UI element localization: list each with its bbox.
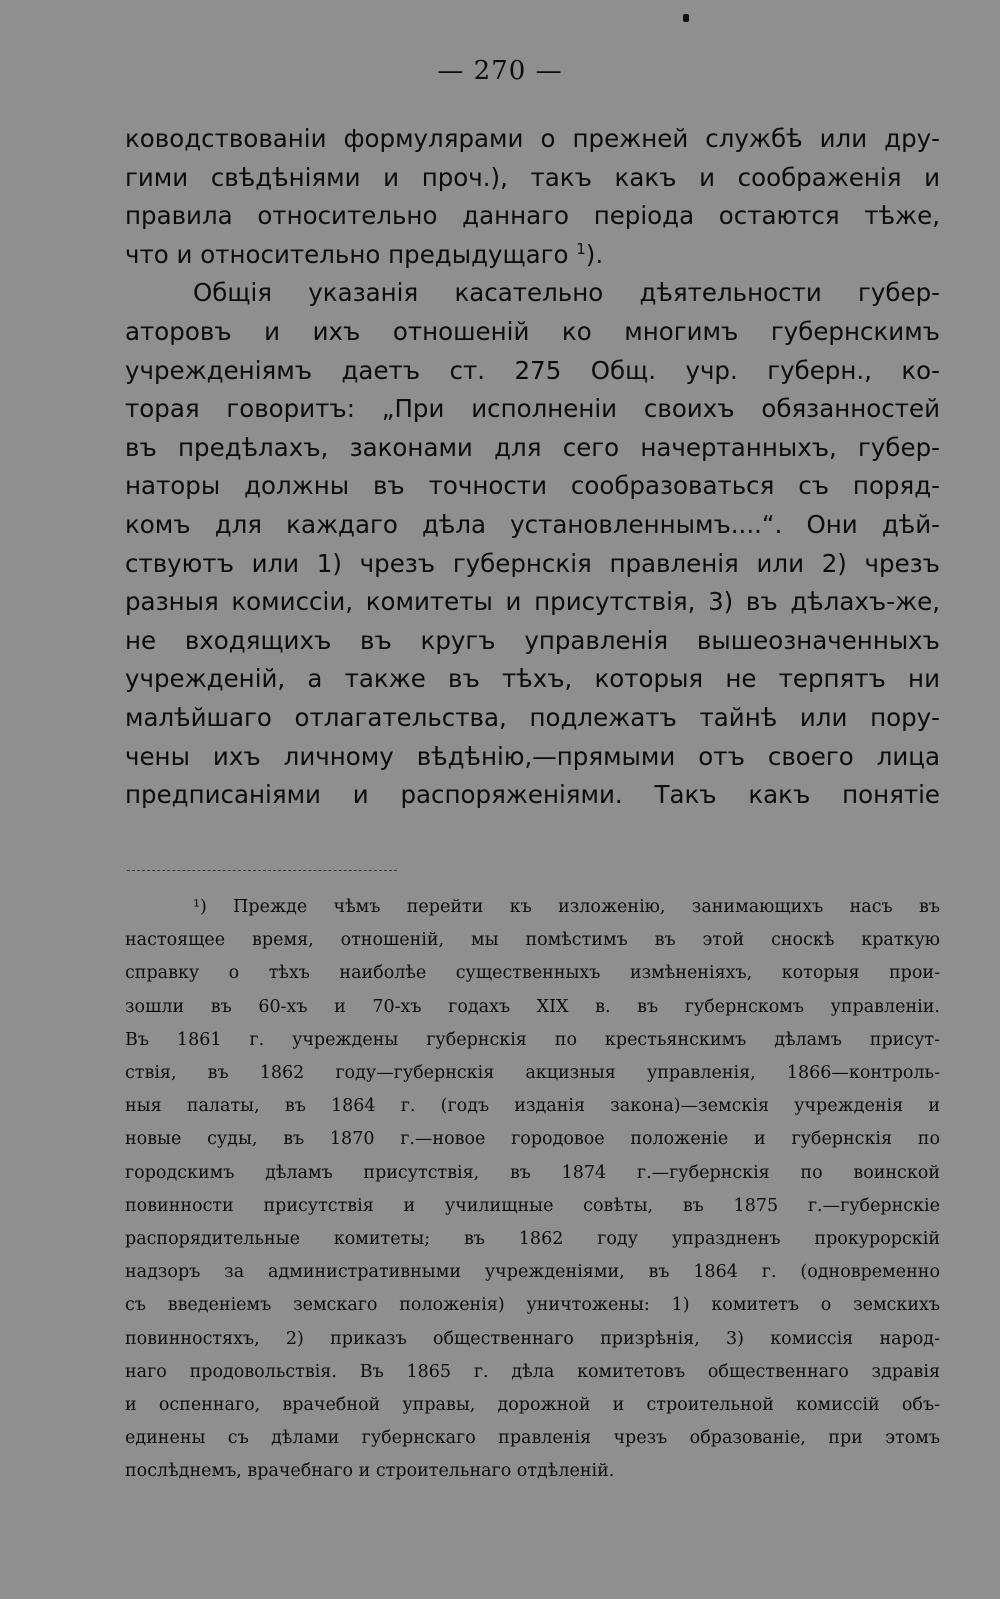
text-line: комъ для каждаго дѣла установленнымъ....“. Они дѣй- [125, 509, 940, 539]
text-line [125, 236, 940, 275]
footnote-line: наго продовольствія. Въ 1865 г. дѣла комитетовъ общественнаго здравія [125, 1361, 940, 1382]
text-line: правила относительно даннаго періода остаются тѣже, [125, 201, 940, 231]
page-number: — 270 — [437, 56, 563, 86]
text-line: ководствованіи формулярами о прежней службѣ или дру- [125, 124, 940, 153]
footnote-line: зошли въ 60-хъ и 70-хъ годахъ XIX в. въ губернскомъ управленіи. [125, 996, 940, 1017]
footnote-line: надзоръ за административными учрежденіями, въ 1864 г. (одновременно [125, 1262, 940, 1283]
text-line: чены ихъ личному вѣдѣнію,—прямыми отъ своего лица [125, 741, 940, 771]
footnote [125, 891, 940, 1489]
text-line: разныя комиссіи, комитеты и присутствія, 3) въ дѣлахъ-же, [125, 587, 940, 617]
text-line: наторы должны въ точности сообразоваться съ поряд- [125, 471, 940, 501]
text-line: Общія указанія касательно дѣятельности губер- [193, 278, 940, 308]
text-line: учрежденіямъ даетъ ст. 275 Общ. учр. губерн., ко- [125, 355, 940, 385]
text-line-content: что и относительно предыдущаго [125, 239, 569, 269]
text-line: въ предѣлахъ, законами для сего начертанныхъ, губер- [125, 432, 940, 462]
footnote-line: послѣднемъ, врачебнаго и строительнаго отдѣленій. [125, 1461, 615, 1482]
footnote-line: единены съ дѣлами губернскаго правленія чрезъ образованіе, при этомъ [125, 1428, 940, 1449]
footnote-line: повинностяхъ, 2) приказъ общественнаго призрѣнія, 3) комиссія народ- [125, 1328, 940, 1349]
footnote-line: справку о тѣхъ наиболѣе существенныхъ измѣненіяхъ, которыя прои- [125, 963, 940, 984]
text-line: предписаніями и распоряженіями. Такъ какъ понятіе [125, 780, 940, 810]
text-line: малѣйшаго отлагательства, подлежатъ тайнѣ или пору- [125, 702, 940, 732]
text-line: ствуютъ или 1) чрезъ губернскія правленія или 2) чрезъ [125, 548, 940, 578]
text-line: гими свѣдѣніями и проч.), такъ какъ и соображенія и [125, 162, 940, 192]
footnote-line: распорядительные комитеты; въ 1862 году упраздненъ прокурорскій [125, 1229, 940, 1250]
main-text [125, 120, 940, 815]
footnote-reference: 1 [576, 239, 586, 258]
footnote-line: съ введеніемъ земскаго положенія) уничтожены: 1) комитетъ о земскихъ [125, 1295, 940, 1316]
footnote-line: ныя палаты, въ 1864 г. (годъ изданія закона)—земскія учрежденія и [125, 1096, 940, 1117]
footnote-line: повинности присутствія и училищные совѣты, въ 1875 г.—губернскіе [125, 1195, 940, 1216]
text-line: не входящихъ въ кругъ управленія вышеозначенныхъ [125, 625, 940, 655]
footnote-line: Въ 1861 г. учреждены губернскія по крестьянскимъ дѣламъ присут- [125, 1029, 940, 1050]
text-line-end: ). [585, 239, 604, 269]
footnote-separator [127, 870, 397, 871]
footnote-line: ствія, въ 1862 году—губернскія акцизныя управленія, 1866—контроль- [125, 1063, 940, 1084]
footnote-line: ¹) Прежде чѣмъ перейти къ изложенію, занимающихъ насъ въ [193, 897, 940, 917]
footnote-line: новые суды, въ 1870 г.—новое городовое положеніе и губернскія по [125, 1129, 940, 1150]
footnote-line: и оспеннаго, врачебной управы, дорожной и строительной комиссій объ- [125, 1395, 940, 1416]
text-line: учрежденій, а также въ тѣхъ, которыя не терпятъ ни [125, 664, 940, 694]
ink-speck [683, 14, 689, 22]
footnote-line: настоящее время, отношеній, мы помѣстимъ въ этой сноскѣ краткую [125, 930, 940, 951]
text-line: торая говоритъ: „При исполненіи своихъ обязанностей [125, 394, 940, 424]
text-line: аторовъ и ихъ отношеній ко многимъ губернскимъ [125, 316, 940, 346]
footnote-line: городскимъ дѣламъ присутствія, въ 1874 г.—губернскія по воинской [125, 1162, 940, 1183]
